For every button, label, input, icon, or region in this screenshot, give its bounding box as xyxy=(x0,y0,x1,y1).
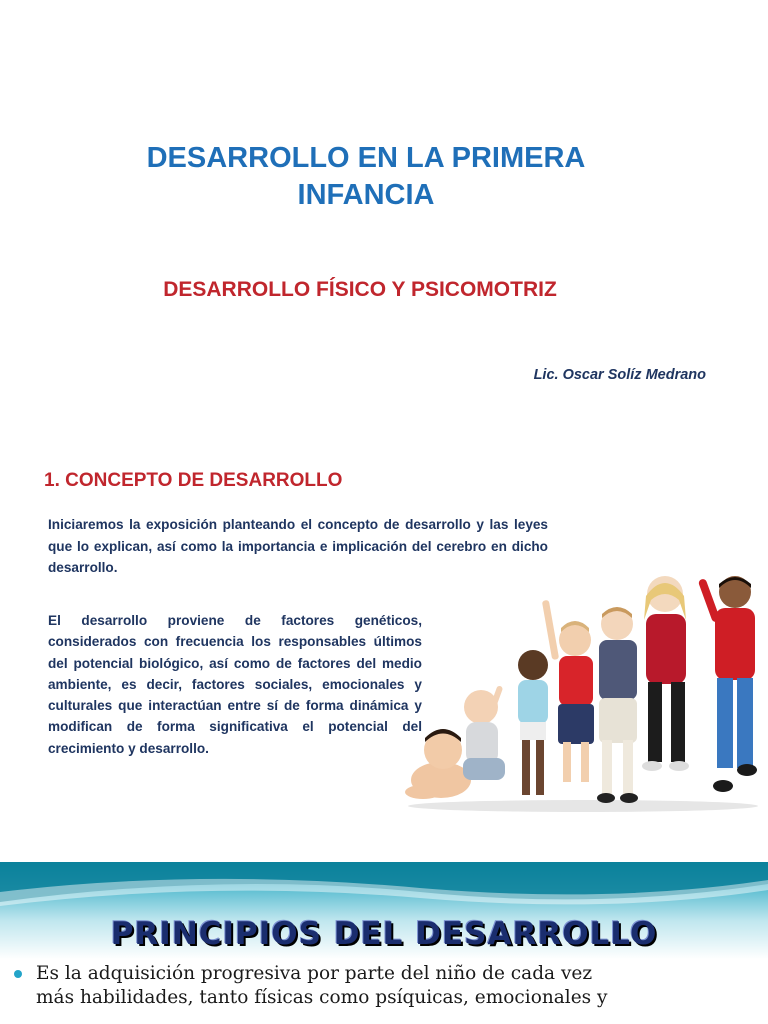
title-line-2: INFANCIA xyxy=(297,179,435,211)
child-blonde-girl-figure xyxy=(642,576,689,771)
child-plaid-shirt-figure xyxy=(597,607,638,803)
bullet-line-1: Es la adquisición progresiva por parte del niño de cada vez xyxy=(36,963,593,984)
principles-title: PRINCIPIOS DEL DESARROLLO xyxy=(110,916,658,952)
child-red-shirt-figure xyxy=(542,600,594,782)
section-heading: 1. CONCEPTO DE DESARROLLO xyxy=(44,470,343,491)
presentation-subtitle: DESARROLLO FÍSICO Y PSICOMOTRIZ xyxy=(163,278,557,301)
baby-crawling-figure xyxy=(405,729,471,799)
bullet-dot-icon xyxy=(14,970,22,978)
child-blue-shirt-figure xyxy=(518,650,548,795)
author-name: Lic. Oscar Solíz Medrano xyxy=(533,367,706,383)
concept-slide xyxy=(0,440,768,840)
bullet-item xyxy=(36,962,766,1010)
child-red-jacket-boy-figure xyxy=(698,576,757,792)
children-group-photo xyxy=(403,570,768,815)
presentation-title xyxy=(60,140,672,214)
title-line-1: DESARROLLO EN LA PRIMERA xyxy=(146,142,586,174)
intro-paragraph: Iniciaremos la exposición planteando el concepto de desarrollo y las leyes que lo explican, así como la importancia e implicación del cerebro en dicho desarrollo. xyxy=(48,517,548,575)
bullet-line-2: más habilidades, tanto físicas como psíquicas, emocionales y xyxy=(36,987,608,1008)
principles-slide xyxy=(0,862,768,1024)
baby-white-figure xyxy=(463,685,505,780)
development-paragraph: El desarrollo proviene de factores genéticos, considerados con frecuencia los responsables últimos del potencial biológico, así como de factores del medio ambiente, es decir, factores sociales, emocionales y culturales que interactúan entre sí de forma dinámica y modifican de forma significativa el potencial del crecimiento y desarrollo. xyxy=(48,613,422,756)
title-slide xyxy=(0,0,768,440)
